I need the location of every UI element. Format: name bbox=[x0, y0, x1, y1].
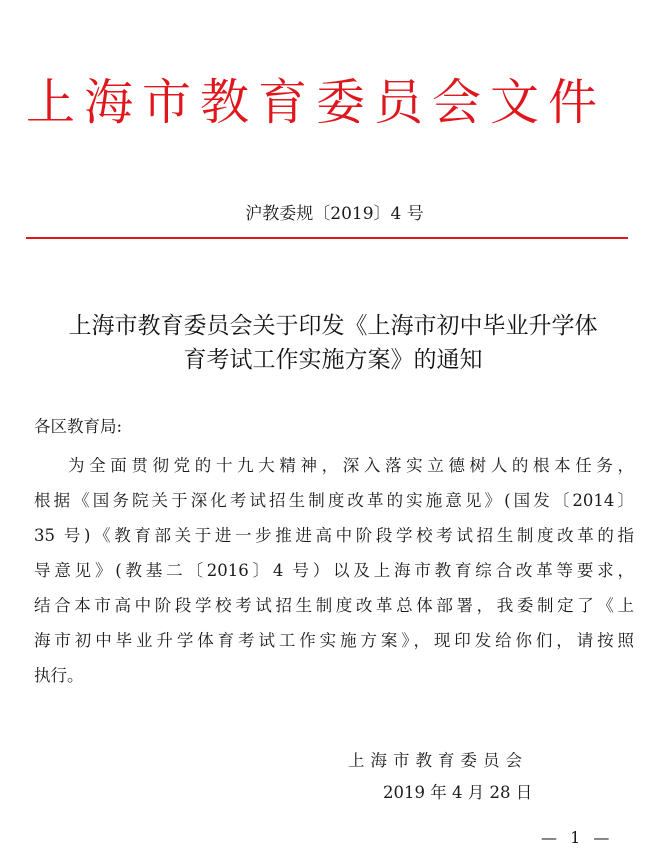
body-line: 为全面贯彻党的十九大精神，深入落实立德树人的根本任务， bbox=[68, 456, 634, 475]
issue-date: 2019 年 4 月 28 日 bbox=[383, 783, 533, 802]
notice-title-line-1: 上海市教育委员会关于印发《上海市初中毕业升学体 bbox=[68, 313, 598, 339]
body-line: 结合本市高中阶段学校考试招生制度改革总体部署，我委制定了《上 bbox=[34, 596, 634, 615]
page-number: — 1 — bbox=[541, 828, 614, 847]
red-divider-line bbox=[26, 237, 628, 239]
salutation: 各区教育局: bbox=[34, 417, 123, 436]
document-number: 沪教委规〔2019〕4 号 bbox=[245, 204, 424, 224]
body-line: 35 号)《教育部关于进一步推进高中阶段学校考试招生制度改革的指 bbox=[34, 526, 634, 545]
body-line: 执行。 bbox=[34, 666, 84, 685]
masthead-title: 上海市教育委员会文件 bbox=[26, 74, 607, 131]
body-line: 根据《国务院关于深化考试招生制度改革的实施意见》(国发〔2014〕 bbox=[34, 491, 634, 510]
body-paragraph bbox=[34, 448, 634, 693]
notice-title-line-2: 育考试工作实施方案》的通知 bbox=[183, 347, 483, 373]
notice-title bbox=[28, 309, 638, 377]
body-line: 导意见》(教基二〔2016〕4 号）以及上海市教育综合改革等要求， bbox=[34, 561, 634, 580]
body-line: 海市初中毕业升学体育考试工作实施方案》，现印发给你们，请按照 bbox=[34, 631, 634, 650]
issuer-signature: 上海市教育委员会 bbox=[348, 751, 528, 770]
